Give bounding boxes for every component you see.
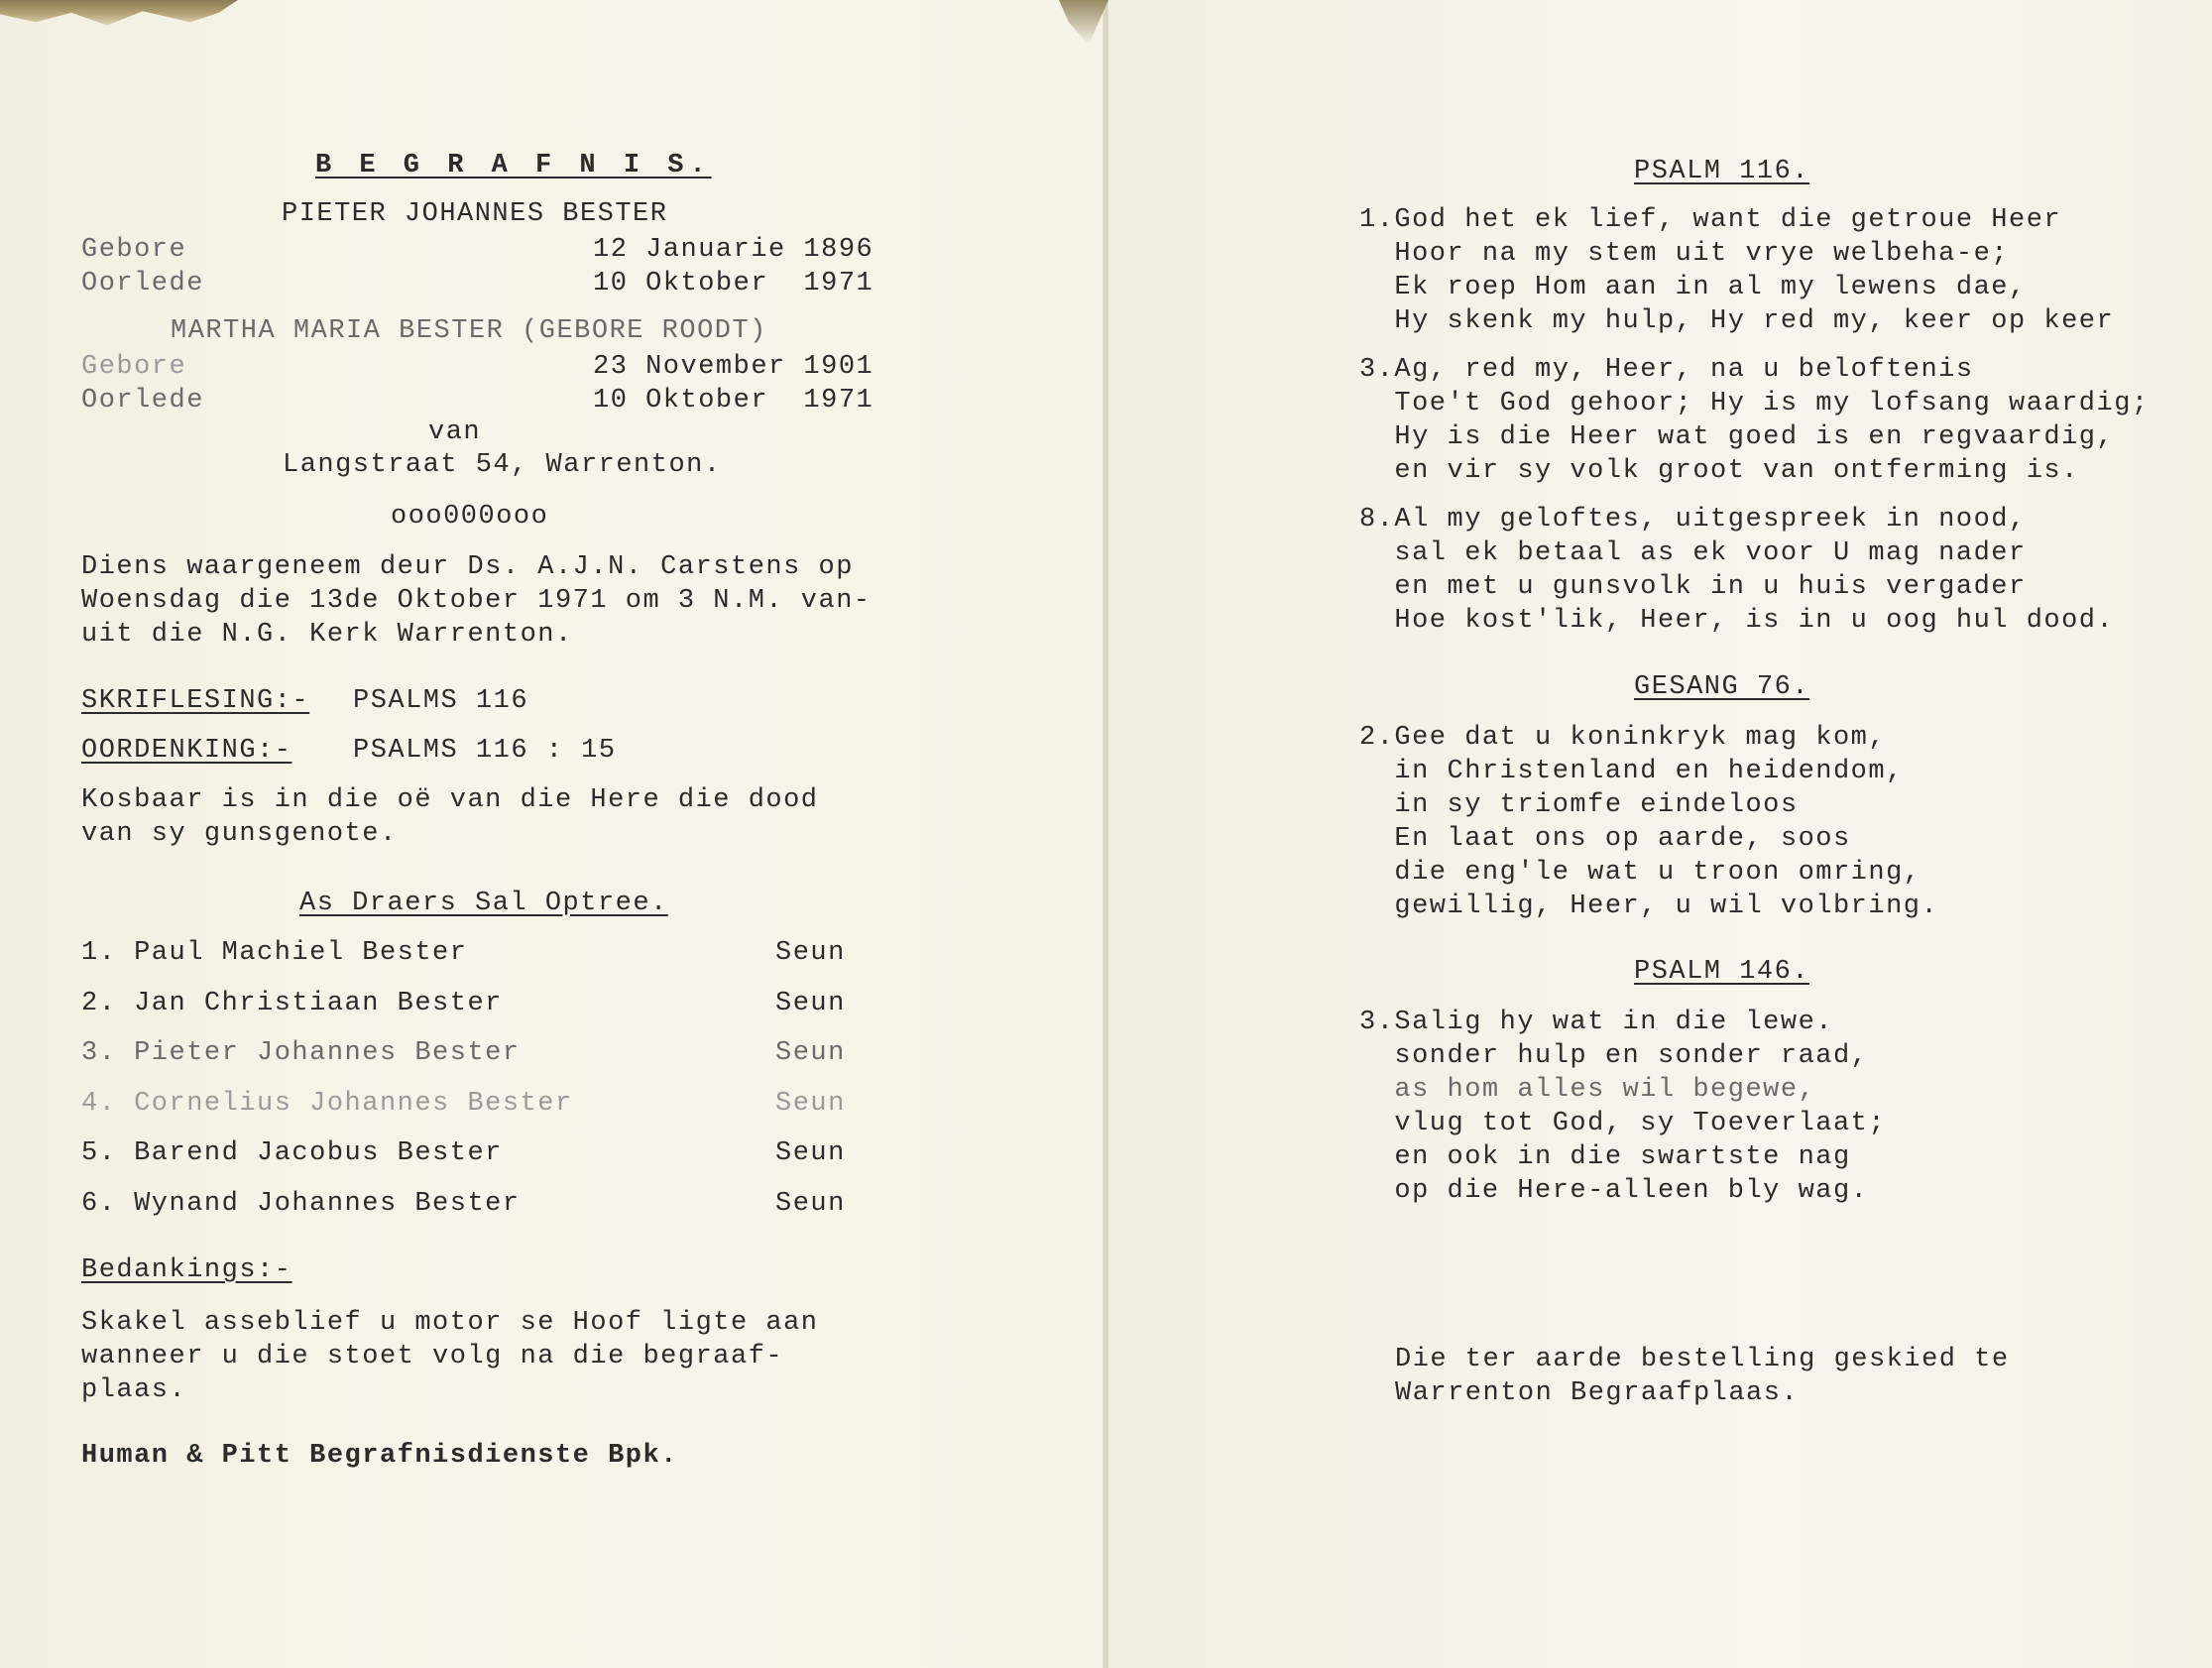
person2-born-label: Gebore bbox=[81, 352, 187, 382]
van-label: van bbox=[428, 417, 482, 447]
hymn-line: 1.God het ek lief, want die getroue Heer bbox=[1359, 205, 2062, 235]
bearer-name: 3. Pieter Johannes Bester bbox=[81, 1038, 521, 1068]
person2-name: MARTHA MARIA BESTER (GEBORE ROODT) bbox=[171, 316, 767, 346]
hymn-line: 3.Ag, red my, Heer, na u beloftenis bbox=[1359, 355, 1974, 385]
meditation-label: OORDENKING:- bbox=[81, 736, 292, 766]
hymn-line: op die Here-alleen bly wag. bbox=[1359, 1176, 1869, 1206]
person1-born-date: 12 Januarie 1896 bbox=[593, 235, 874, 265]
hymn-line: Hoe kost'lik, Heer, is in u oog hul dood. bbox=[1359, 606, 2115, 636]
bearer-name: 5. Barend Jacobus Bester bbox=[81, 1138, 503, 1168]
person1-died-date: 10 Oktober 1971 bbox=[593, 269, 874, 298]
verse-line: van sy gunsgenote. bbox=[81, 819, 398, 849]
thanks-line: wanneer u die stoet volg na die begraaf- bbox=[81, 1342, 784, 1371]
hymn-line: en met u gunsvolk in u huis vergader bbox=[1359, 572, 2027, 602]
hymn-line: as hom alles wil begewe, bbox=[1359, 1075, 1816, 1105]
hymn-line: 8.Al my geloftes, uitgespreek in nood, bbox=[1359, 505, 2027, 535]
person2-died-date: 10 Oktober 1971 bbox=[593, 386, 874, 416]
person1-born-label: Gebore bbox=[81, 235, 187, 265]
bearers-heading: As Draers Sal Optree. bbox=[299, 889, 668, 918]
bearer-name: 2. Jan Christiaan Bester bbox=[81, 989, 503, 1018]
hymn-line: die eng'le wat u troon omring, bbox=[1359, 858, 1921, 888]
hymn-line: in sy triomfe eindeloos bbox=[1359, 790, 1799, 820]
service-line: Woensdag die 13de Oktober 1971 om 3 N.M. van- bbox=[81, 586, 872, 616]
hymn-line: Hy skenk my hulp, Hy red my, keer op keer bbox=[1359, 306, 2115, 336]
thanks-line: Skakel asseblief u motor se Hoof ligte aan bbox=[81, 1308, 819, 1338]
person2-died-label: Oorlede bbox=[81, 386, 204, 416]
bearer-relation: Seun bbox=[775, 989, 846, 1018]
hymn-line: Toe't God gehoor; Hy is my lofsang waardig; bbox=[1359, 389, 2150, 418]
address: Langstraat 54, Warrenton. bbox=[283, 450, 722, 480]
hymn-title: PSALM 116. bbox=[1634, 157, 1810, 186]
person2-born-date: 23 November 1901 bbox=[593, 352, 874, 382]
service-line: Diens waargeneem deur Ds. A.J.N. Carstens op bbox=[81, 552, 854, 582]
hymn-title: PSALM 146. bbox=[1634, 957, 1810, 987]
burial-line: Warrenton Begraafplaas. bbox=[1395, 1378, 1800, 1408]
hymn-title: GESANG 76. bbox=[1634, 672, 1810, 702]
bearer-relation: Seun bbox=[775, 1089, 846, 1119]
bearer-relation: Seun bbox=[775, 1038, 846, 1068]
reading-value: PSALMS 116 bbox=[353, 686, 529, 716]
hymn-line: Ek roep Hom aan in al my lewens dae, bbox=[1359, 273, 2027, 302]
hymn-line: vlug tot God, sy Toeverlaat; bbox=[1359, 1109, 1887, 1138]
hymn-line: Hoor na my stem uit vrye welbeha-e; bbox=[1359, 239, 2009, 269]
hymn-line: gewillig, Heer, u wil volbring. bbox=[1359, 892, 1939, 921]
hymn-line: En laat ons op aarde, soos bbox=[1359, 824, 1851, 854]
bearer-relation: Seun bbox=[775, 1138, 846, 1168]
hymn-line: in Christenland en heidendom, bbox=[1359, 757, 1904, 786]
thanks-heading: Bedankings:- bbox=[81, 1255, 292, 1285]
person1-died-label: Oorlede bbox=[81, 269, 204, 298]
right-page bbox=[1108, 0, 2212, 1668]
person1-name: PIETER JOHANNES BESTER bbox=[282, 199, 668, 229]
bearer-name: 6. Wynand Johannes Bester bbox=[81, 1189, 521, 1219]
undertaker: Human & Pitt Begrafnisdienste Bpk. bbox=[81, 1441, 678, 1471]
hymn-line: sonder hulp en sonder raad, bbox=[1359, 1041, 1869, 1071]
hymn-line: 3.Salig hy wat in die lewe. bbox=[1359, 1008, 1833, 1037]
separator: ooo000ooo bbox=[391, 502, 549, 532]
bearer-name: 4. Cornelius Johannes Bester bbox=[81, 1089, 573, 1119]
hymn-line: en vir sy volk groot van ontferming is. bbox=[1359, 456, 2079, 486]
hymn-line: 2.Gee dat u koninkryk mag kom, bbox=[1359, 723, 1887, 753]
bearer-name: 1. Paul Machiel Bester bbox=[81, 938, 468, 968]
torn-edge bbox=[0, 0, 238, 32]
hymn-line: en ook in die swartste nag bbox=[1359, 1142, 1851, 1172]
document-heading: B E G R A F N I S. bbox=[315, 151, 712, 180]
bearer-relation: Seun bbox=[775, 938, 846, 968]
thanks-line: plaas. bbox=[81, 1375, 187, 1405]
meditation-value: PSALMS 116 : 15 bbox=[353, 736, 617, 766]
bearer-relation: Seun bbox=[775, 1189, 846, 1219]
reading-label: SKRIFLESING:- bbox=[81, 686, 310, 716]
hymn-line: Hy is die Heer wat goed is en regvaardig, bbox=[1359, 422, 2115, 452]
burial-line: Die ter aarde bestelling geskied te bbox=[1395, 1345, 2010, 1374]
service-line: uit die N.G. Kerk Warrenton. bbox=[81, 620, 573, 650]
hymn-line: sal ek betaal as ek voor U mag nader bbox=[1359, 538, 2027, 568]
verse-line: Kosbaar is in die oë van die Here die dood bbox=[81, 785, 819, 815]
